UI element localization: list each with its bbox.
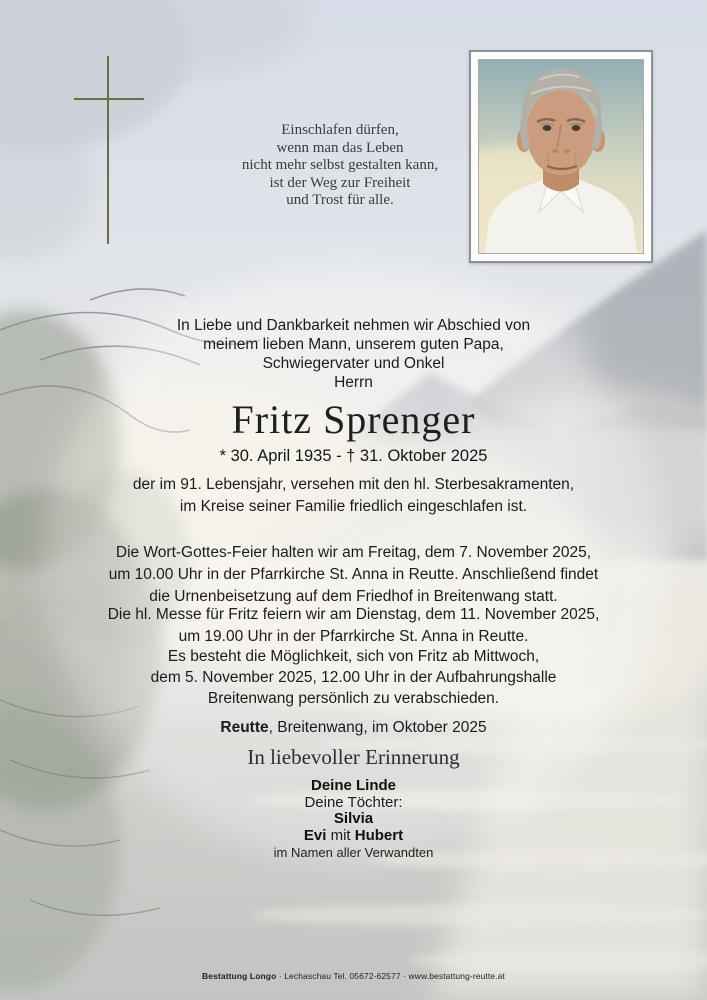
mourners-list — [0, 778, 707, 861]
mourner-wife: Deine Linde — [310, 777, 396, 794]
service-word-of-god — [0, 542, 707, 608]
remembrance-heading: In liebevoller Erinnerung — [247, 745, 460, 769]
service-line: Die Wort-Gottes-Feier halten wir am Freitag, dem 7. November 2025, — [115, 544, 592, 561]
mourner-daughters-label: Deine Töchter: — [304, 793, 403, 811]
service-line: um 19.00 Uhr in der Pfarrkirche St. Anna in Reutte. — [178, 628, 529, 645]
poem-line: nicht mehr selbst gestalten kann, — [241, 157, 439, 173]
place-rest: , Breitenwang, im Oktober 2025 — [268, 719, 487, 736]
poem-line: ist der Weg zur Freiheit — [269, 174, 411, 191]
funeral-home-contact: · Lechaschau Tel. 05672-62577 · www.bestattung-reutte.at — [276, 971, 505, 981]
place-and-date — [0, 719, 707, 737]
farewell-viewing-info — [0, 646, 707, 709]
poem-line: Einschlafen dürfen, — [281, 122, 399, 138]
mourner-daughter2-connector: mit — [330, 826, 351, 844]
deceased-name: Fritz Sprenger — [231, 397, 476, 442]
mourner-daughter2-name: Evi — [303, 826, 327, 844]
mourners-closing: im Namen aller Verwandten — [273, 845, 434, 860]
service-line: die Urnenbeisetzung auf dem Friedhof in Breitenwang statt. — [149, 588, 558, 605]
passing-line: im Kreise seiner Familie friedlich eingeschlafen ist. — [179, 497, 528, 515]
service-line: Es besteht die Möglichkeit, sich von Fritz ab Mittwoch, — [167, 648, 540, 665]
funeral-home-footer — [0, 971, 707, 981]
poem-line: und Trost für alle. — [286, 192, 394, 208]
service-line: um 10.00 Uhr in der Pfarrkirche St. Anna in Reutte. Anschließend findet — [108, 566, 599, 583]
poem — [180, 122, 500, 210]
announcement-intro — [0, 316, 707, 373]
birth-death-dates: * 30. April 1935 - † 31. Oktober 2025 — [219, 447, 488, 465]
portrait-photo-frame — [469, 50, 653, 263]
intro-line: In Liebe und Dankbarkeit nehmen wir Abschied von — [176, 317, 531, 334]
passing-statement — [0, 474, 707, 517]
latin-cross-vertical-bar — [107, 56, 109, 244]
service-line: dem 5. November 2025, 12.00 Uhr in der Aufbahrungshalle — [150, 669, 557, 686]
service-holy-mass — [0, 604, 707, 648]
poem-line: wenn man das Leben — [276, 139, 404, 156]
service-line: Die hl. Messe für Fritz feiern wir am Dienstag, dem 11. November 2025, — [107, 606, 600, 623]
portrait-photo — [478, 59, 644, 254]
salutation: Herrn — [334, 374, 373, 391]
mourner-daughter1: Silvia — [333, 810, 374, 827]
intro-line: Schwiegervater und Onkel — [262, 355, 445, 372]
place-bold: Reutte — [220, 719, 269, 736]
mourner-daughter2-partner: Hubert — [354, 826, 404, 844]
mourner-daughter2 — [0, 828, 707, 845]
service-line: Breitenwang persönlich zu verabschieden. — [207, 690, 500, 707]
latin-cross-horizontal-bar — [74, 98, 144, 100]
funeral-home-name: Bestattung Longo — [202, 971, 277, 981]
intro-line: meinem lieben Mann, unserem guten Papa, — [203, 336, 504, 353]
passing-line: der im 91. Lebensjahr, versehen mit den hl. Sterbesakramenten, — [132, 476, 575, 493]
